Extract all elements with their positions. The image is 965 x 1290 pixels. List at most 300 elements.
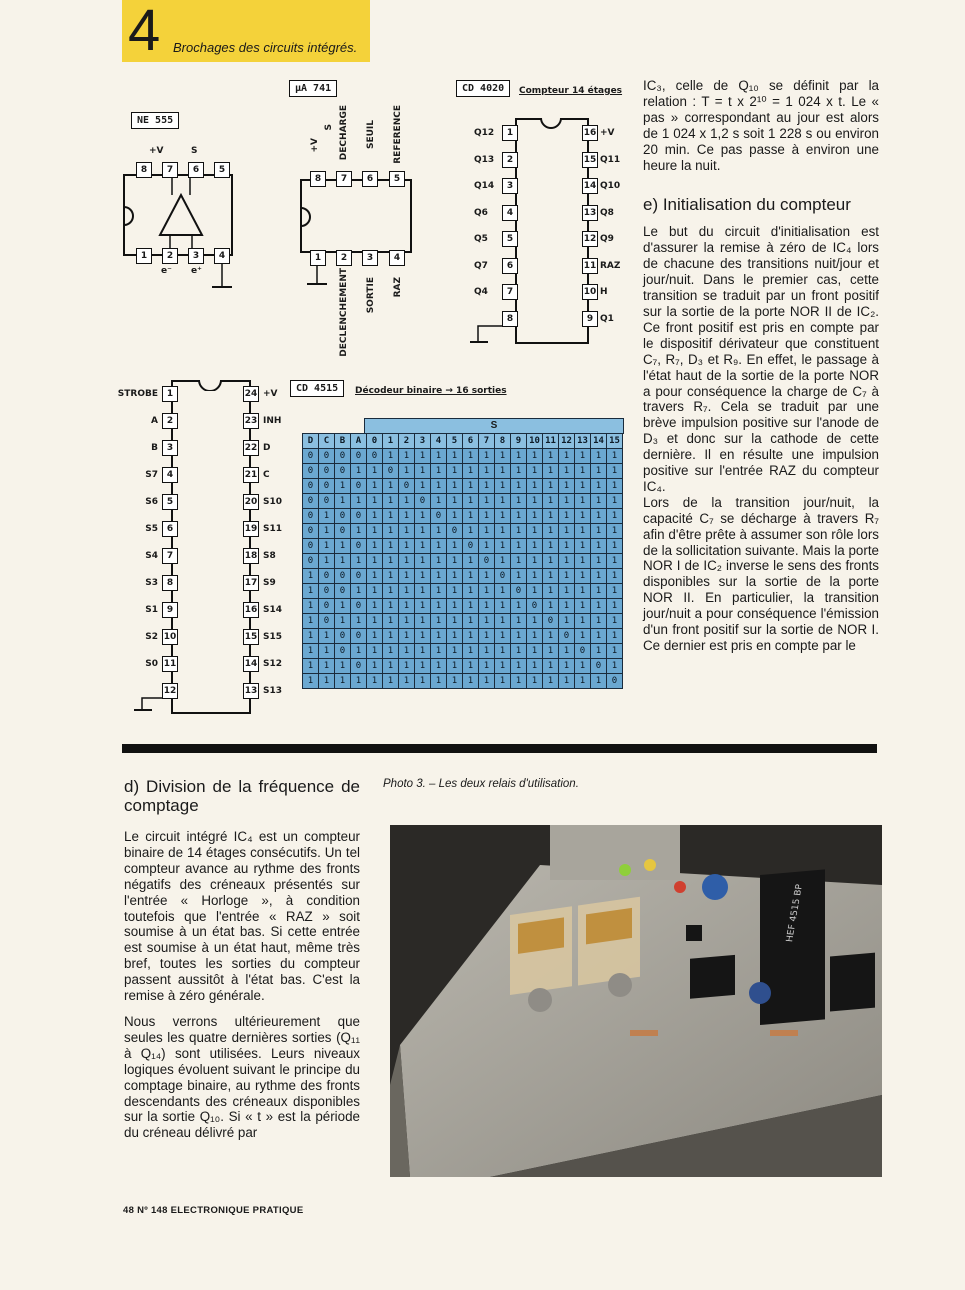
truth-cell: 1 [607, 569, 623, 584]
truth-cell: 1 [591, 569, 607, 584]
truth-cell: 1 [447, 644, 463, 659]
truth-cell: 0 [511, 584, 527, 599]
truth-cell: 1 [303, 674, 319, 689]
truth-cell: 1 [479, 674, 495, 689]
truth-cell: 1 [335, 494, 351, 509]
truth-cell: 1 [463, 569, 479, 584]
truth-cell: 1 [575, 614, 591, 629]
cd4020-pin-13: 13 [582, 205, 598, 221]
truth-cell: 1 [607, 614, 623, 629]
truth-cell: 1 [319, 644, 335, 659]
truth-cell: 1 [495, 599, 511, 614]
cd4020-left-label-7: Q4 [474, 287, 488, 297]
cd4020-pin-12: 12 [582, 231, 598, 247]
ne555-pin-6: 6 [188, 162, 204, 178]
right-para-1: IC₃, celle de Q₁₀ se définit par la relation : T = t x 2¹⁰ = 1 024 x t. Le « pas » correspondant au jour est alors de 1 024 x 1,2 s soit 1 228 s ou environ 20 min. Ce pas passe à environ une heure la nuit. [643, 78, 879, 173]
cd4020-right-label-2: Q11 [600, 154, 621, 165]
truth-cell: 1 [303, 644, 319, 659]
ua741-v-label: +V [310, 138, 320, 153]
cd4515-right-label-9: S14 [263, 605, 283, 615]
truth-header-cell: C [319, 434, 335, 449]
cd4020-right-label-8: Q1 [600, 313, 614, 324]
truth-cell: 1 [431, 449, 447, 464]
truth-cell: 1 [511, 674, 527, 689]
truth-cell: 1 [527, 479, 543, 494]
truth-cell: 1 [495, 644, 511, 659]
truth-cell: 1 [511, 539, 527, 554]
truth-cell: 0 [351, 599, 367, 614]
truth-cell: 1 [383, 644, 399, 659]
truth-cell: 1 [351, 584, 367, 599]
cd4020-pin-10: 10 [582, 284, 598, 300]
truth-cell: 1 [415, 644, 431, 659]
truth-cell: 1 [463, 644, 479, 659]
truth-cell: 1 [559, 554, 575, 569]
truth-cell: 1 [431, 584, 447, 599]
truth-cell: 1 [511, 614, 527, 629]
truth-cell: 1 [415, 464, 431, 479]
truth-cell: 1 [463, 599, 479, 614]
truth-header-cell: 6 [463, 434, 479, 449]
truth-cell: 0 [431, 509, 447, 524]
cd4515-left-label-10: S2 [145, 632, 158, 642]
truth-cell: 0 [319, 569, 335, 584]
cd4515-pin-9: 9 [162, 602, 178, 618]
truth-cell: 1 [495, 524, 511, 539]
cd4020-pin-8: 8 [502, 311, 518, 327]
truth-cell: 1 [495, 554, 511, 569]
truth-cell: 1 [527, 644, 543, 659]
ua741-pin-1: 1 [310, 250, 326, 266]
truth-cell: 1 [463, 479, 479, 494]
cd4515-left-label-9: S1 [145, 605, 158, 615]
truth-cell: 1 [447, 509, 463, 524]
truth-cell: 1 [447, 539, 463, 554]
cd4020-left-label-2: Q13 [474, 154, 495, 165]
cd4020-notch [540, 117, 562, 129]
cd4515-pin-4: 4 [162, 467, 178, 483]
truth-cell: 1 [335, 479, 351, 494]
truth-cell: 1 [479, 539, 495, 554]
cd4515-right-label-6: S11 [263, 524, 283, 534]
truth-cell: 1 [479, 479, 495, 494]
truth-cell: 1 [335, 599, 351, 614]
truth-cell: 1 [431, 479, 447, 494]
cd4515-pin-11: 11 [162, 656, 178, 672]
ua741-reference-label: REFERENCE [393, 105, 403, 164]
truth-cell: 0 [303, 494, 319, 509]
truth-cell: 1 [543, 674, 559, 689]
truth-cell: 1 [591, 449, 607, 464]
truth-cell: 1 [367, 674, 383, 689]
truth-cell: 1 [495, 674, 511, 689]
truth-cell: 1 [431, 629, 447, 644]
truth-cell: 1 [399, 464, 415, 479]
cd4515-right-label-10: S15 [263, 632, 283, 642]
truth-cell: 1 [367, 524, 383, 539]
left-column [124, 777, 360, 1141]
truth-cell: 1 [415, 449, 431, 464]
truth-cell: 0 [319, 599, 335, 614]
truth-cell: 1 [495, 449, 511, 464]
truth-cell: 1 [511, 599, 527, 614]
cd4515-pin-24: 24 [243, 386, 259, 402]
truth-cell: 1 [399, 509, 415, 524]
truth-cell: 1 [383, 554, 399, 569]
truth-cell: 1 [559, 524, 575, 539]
truth-cell: 1 [415, 599, 431, 614]
truth-cell: 1 [319, 524, 335, 539]
truth-cell: 1 [399, 599, 415, 614]
truth-cell: 1 [575, 509, 591, 524]
truth-cell: 1 [543, 539, 559, 554]
ua741-sortie-label: SORTIE [366, 277, 376, 314]
truth-cell: 1 [591, 479, 607, 494]
truth-cell: 1 [303, 584, 319, 599]
cd4515-pin-10: 10 [162, 629, 178, 645]
truth-cell: 1 [447, 479, 463, 494]
truth-cell: 1 [575, 539, 591, 554]
truth-cell: 1 [543, 644, 559, 659]
truth-cell: 1 [463, 614, 479, 629]
truth-cell: 1 [383, 659, 399, 674]
truth-cell: 1 [591, 614, 607, 629]
cd4020-right-label-4: Q8 [600, 207, 614, 218]
cd4515-left-label-5: S6 [145, 497, 158, 507]
truth-cell: 0 [591, 659, 607, 674]
truth-cell: 1 [575, 629, 591, 644]
truth-cell: 1 [527, 509, 543, 524]
truth-cell: 1 [543, 599, 559, 614]
cd4020-body [515, 118, 589, 344]
truth-cell: 1 [447, 599, 463, 614]
truth-cell: 1 [431, 659, 447, 674]
truth-cell: 1 [575, 659, 591, 674]
truth-cell: 1 [431, 464, 447, 479]
truth-cell: 1 [319, 539, 335, 554]
truth-cell: 1 [431, 539, 447, 554]
truth-cell: 1 [447, 614, 463, 629]
ua741-pin-7: 7 [336, 171, 352, 187]
cd4515-right-label-2: INH [263, 416, 282, 426]
cd4020-left-label-1: Q12 [474, 128, 495, 138]
truth-cell: 1 [591, 629, 607, 644]
truth-row [303, 629, 623, 644]
truth-cell: 1 [351, 614, 367, 629]
truth-cell: 1 [319, 674, 335, 689]
truth-cell: 1 [383, 494, 399, 509]
truth-cell: 0 [319, 494, 335, 509]
truth-header-cell: B [335, 434, 351, 449]
truth-cell: 1 [383, 449, 399, 464]
cd4515-left-label-6: S5 [145, 524, 158, 534]
truth-cell: 1 [495, 464, 511, 479]
truth-cell: 1 [479, 524, 495, 539]
truth-header-cell: 14 [591, 434, 607, 449]
cd4515-pin-16: 16 [243, 602, 259, 618]
truth-header-cell: A [351, 434, 367, 449]
truth-cell: 1 [335, 614, 351, 629]
truth-cell: 1 [559, 449, 575, 464]
truth-cell: 0 [335, 509, 351, 524]
truth-cell: 1 [543, 449, 559, 464]
cd4020-left-label-5: Q5 [474, 234, 488, 244]
truth-header-cell: 13 [575, 434, 591, 449]
truth-cell: 1 [591, 509, 607, 524]
truth-cell: 1 [415, 584, 431, 599]
truth-cell: 1 [495, 494, 511, 509]
truth-cell: 1 [415, 509, 431, 524]
truth-cell: 1 [431, 674, 447, 689]
truth-cell: 0 [319, 464, 335, 479]
truth-cell: 1 [463, 629, 479, 644]
truth-row [303, 614, 623, 629]
truth-cell: 1 [431, 524, 447, 539]
truth-cell: 1 [415, 554, 431, 569]
ua741-decharge-label: DECHARGE [339, 105, 349, 161]
ne555-pin-8: 8 [136, 162, 152, 178]
truth-cell: 1 [511, 569, 527, 584]
truth-cell: 1 [415, 659, 431, 674]
truth-cell: 1 [431, 569, 447, 584]
truth-cell: 0 [319, 584, 335, 599]
truth-cell: 1 [383, 614, 399, 629]
truth-cell: 1 [495, 659, 511, 674]
truth-cell: 1 [559, 539, 575, 554]
cd4515-pin-6: 6 [162, 521, 178, 537]
cd4020-pin-7: 7 [502, 284, 518, 300]
left-para-2: Nous verrons ultérieurement que seules les quatre dernières sorties (Q₁₁ à Q₁₄) sont utilisées. Leurs niveaux logiques évoluent suivant le principe du comptage binaire, au rythme des fronts descendants des créneaux disponibles sur la sortie Q₁₀. Si « t » est la période du créneau délivré par [124, 1013, 360, 1141]
truth-cell: 1 [575, 494, 591, 509]
truth-cell: 1 [575, 449, 591, 464]
section-number: 4 [128, 0, 161, 63]
truth-cell: 1 [447, 494, 463, 509]
truth-cell: 1 [527, 494, 543, 509]
truth-cell: 1 [559, 584, 575, 599]
truth-cell: 0 [303, 524, 319, 539]
truth-cell: 1 [479, 614, 495, 629]
cd4020-pin-14: 14 [582, 178, 598, 194]
cd4020-left-label-3: Q14 [474, 181, 495, 191]
cd4515-pin-15: 15 [243, 629, 259, 645]
truth-cell: 1 [367, 464, 383, 479]
truth-row [303, 449, 623, 464]
truth-cell: 0 [351, 539, 367, 554]
page-footer: 48 Nº 148 ELECTRONIQUE PRATIQUE [123, 1205, 304, 1216]
cd4515-right-label-7: S8 [263, 551, 276, 561]
truth-cell: 0 [367, 449, 383, 464]
truth-cell: 0 [335, 584, 351, 599]
truth-cell: 0 [447, 524, 463, 539]
truth-cell: 1 [511, 629, 527, 644]
cd4515-pin-7: 7 [162, 548, 178, 564]
truth-cell: 1 [559, 479, 575, 494]
truth-row [303, 479, 623, 494]
truth-cell: 1 [527, 569, 543, 584]
truth-cell: 0 [319, 449, 335, 464]
truth-cell: 1 [415, 569, 431, 584]
truth-cell: 1 [479, 569, 495, 584]
truth-cell: 0 [607, 674, 623, 689]
truth-cell: 1 [495, 509, 511, 524]
truth-cell: 1 [447, 449, 463, 464]
cd4020-right-label-1: +V [600, 128, 615, 138]
cd4020-left-label-4: Q6 [474, 207, 488, 218]
cd4515-left-label-7: S4 [145, 551, 158, 561]
ua741-pin-3: 3 [362, 250, 378, 266]
cd4515-right-label-8: S9 [263, 578, 276, 588]
truth-header-cell: 2 [399, 434, 415, 449]
truth-row [303, 464, 623, 479]
truth-row [303, 599, 623, 614]
ua741-label: µA 741 [289, 80, 337, 97]
truth-cell: 1 [543, 584, 559, 599]
truth-cell: 1 [463, 524, 479, 539]
truth-cell: 1 [559, 674, 575, 689]
photo-caption: Photo 3. – Les deux relais d'utilisation. [383, 778, 579, 790]
truth-table [302, 433, 623, 689]
truth-cell: 1 [367, 479, 383, 494]
truth-cell: 1 [383, 524, 399, 539]
truth-cell: 1 [607, 554, 623, 569]
truth-cell: 1 [575, 479, 591, 494]
truth-cell: 1 [351, 524, 367, 539]
truth-cell: 1 [559, 659, 575, 674]
cd4515-pin-5: 5 [162, 494, 178, 510]
cd4020-pin-1: 1 [502, 125, 518, 141]
truth-cell: 1 [383, 629, 399, 644]
truth-cell: 1 [319, 509, 335, 524]
cd4515-pin-23: 23 [243, 413, 259, 429]
photo-relays [390, 825, 882, 1177]
truth-header-cell: 4 [431, 434, 447, 449]
truth-cell: 1 [495, 614, 511, 629]
truth-cell: 1 [591, 674, 607, 689]
cd4020-pin-11: 11 [582, 258, 598, 274]
truth-cell: 1 [415, 674, 431, 689]
cd4020-pin-15: 15 [582, 152, 598, 168]
truth-cell: 1 [543, 494, 559, 509]
truth-cell: 1 [607, 479, 623, 494]
ua741-pin-8: 8 [310, 171, 326, 187]
truth-cell: 1 [415, 629, 431, 644]
cd4515-right-label-11: S12 [263, 659, 283, 669]
truth-header-cell: D [303, 434, 319, 449]
cd4515-pin-21: 21 [243, 467, 259, 483]
truth-cell: 0 [479, 554, 495, 569]
truth-cell: 1 [511, 659, 527, 674]
truth-cell: 1 [607, 524, 623, 539]
truth-cell: 1 [607, 509, 623, 524]
truth-cell: 1 [607, 449, 623, 464]
photo-chip-text: HEF 4515 BP [785, 883, 805, 943]
truth-cell: 0 [559, 629, 575, 644]
truth-cell: 0 [399, 479, 415, 494]
truth-cell: 1 [527, 674, 543, 689]
heading-initialisation: e) Initialisation du compteur [643, 195, 851, 215]
truth-cell: 1 [367, 614, 383, 629]
truth-cell: 1 [351, 674, 367, 689]
truth-cell: 1 [607, 599, 623, 614]
truth-cell: 1 [415, 614, 431, 629]
truth-cell: 1 [383, 569, 399, 584]
truth-cell: 0 [335, 464, 351, 479]
truth-cell: 1 [303, 599, 319, 614]
cd4020-right-label-3: Q10 [600, 181, 621, 191]
truth-cell: 1 [479, 449, 495, 464]
ne555-v-label: +V [149, 146, 164, 156]
ne555-pin-1: 1 [136, 248, 152, 264]
truth-cell: 1 [543, 479, 559, 494]
truth-header-cell: 15 [607, 434, 623, 449]
truth-cell: 1 [591, 584, 607, 599]
truth-cell: 1 [399, 659, 415, 674]
truth-row [303, 659, 623, 674]
truth-cell: 0 [383, 464, 399, 479]
cd4515-pin-1: 1 [162, 386, 178, 402]
cd4515-pin-22: 22 [243, 440, 259, 456]
truth-header-cell: 12 [559, 434, 575, 449]
truth-cell: 1 [319, 659, 335, 674]
truth-cell: 1 [447, 569, 463, 584]
truth-cell: 1 [511, 449, 527, 464]
truth-header-cell: 8 [495, 434, 511, 449]
cd4515-pin-14: 14 [243, 656, 259, 672]
truth-cell: 1 [351, 494, 367, 509]
truth-cell: 1 [367, 599, 383, 614]
truth-cell: 1 [527, 449, 543, 464]
truth-cell: 0 [335, 449, 351, 464]
truth-cell: 1 [559, 614, 575, 629]
truth-cell: 1 [479, 509, 495, 524]
truth-row [303, 644, 623, 659]
truth-cell: 1 [495, 539, 511, 554]
truth-cell: 1 [591, 539, 607, 554]
ne555-e-minus-label: e⁻ [161, 266, 172, 276]
right-para-2: Le but du circuit d'initialisation est d'assurer la remise à zéro de IC₄ lors de chacune des transitions nuit/jour et jour/nuit. Dans le premier cas, cette transition se traduit par un front positif sur la sortie de la porte NOR II de IC₂. Ce front positif est pris en compte par le dispositif dérivateur que constituent C₇, R₇, D₃ et R₉. En effet, le passage à l'état haut de la sortie de la porte NOR a pour conséquence la charge de C₇ à travers R₇. Cela se traduit par une brève impulsion positive sur l'anode de D₃ et donc sur la cathode de cette dernière. Il en résulte une impulsion positive sur l'entrée RAZ du compteur IC₄. [643, 224, 879, 494]
truth-cell: 1 [399, 584, 415, 599]
truth-cell: 1 [431, 614, 447, 629]
truth-cell: 1 [367, 629, 383, 644]
truth-cell: 0 [303, 509, 319, 524]
cd4515-pin-8: 8 [162, 575, 178, 591]
truth-cell: 1 [383, 674, 399, 689]
cd4515-pin-20: 20 [243, 494, 259, 510]
truth-cell: 1 [591, 464, 607, 479]
truth-cell: 1 [591, 524, 607, 539]
truth-cell: 1 [303, 659, 319, 674]
cd4515-right-label-12: S13 [263, 686, 283, 696]
truth-cell: 1 [367, 509, 383, 524]
truth-cell: 0 [303, 479, 319, 494]
truth-cell: 1 [575, 674, 591, 689]
ua741-declenchement-label: DECLENCHEMENT [339, 268, 349, 357]
truth-cell: 1 [479, 494, 495, 509]
truth-cell: 1 [559, 569, 575, 584]
cd4020-pin-9: 9 [582, 311, 598, 327]
truth-cell: 1 [383, 584, 399, 599]
right-para-3: Lors de la transition jour/nuit, la capacité C₇ se décharge à travers R₇ afin d'être prête à assumer son rôle lors de la sollicitation suivante. Mais la porte NOR I de IC₂ inverse le sens des fronts disponibles sur la sortie de la porte NOR II. En particulier, la transition jour/nuit a pour conséquence l'émission d'un front positif sur la sortie de NOR I. Ce dernier est pris en compte par le [643, 494, 879, 653]
truth-cell: 1 [607, 629, 623, 644]
truth-cell: 1 [463, 449, 479, 464]
cd4515-pin-13: 13 [243, 683, 259, 699]
truth-cell: 1 [383, 509, 399, 524]
truth-cell: 1 [559, 494, 575, 509]
truth-cell: 0 [303, 539, 319, 554]
cd4020-left-label-6: Q7 [474, 260, 488, 271]
truth-cell: 1 [607, 464, 623, 479]
truth-cell: 1 [543, 569, 559, 584]
